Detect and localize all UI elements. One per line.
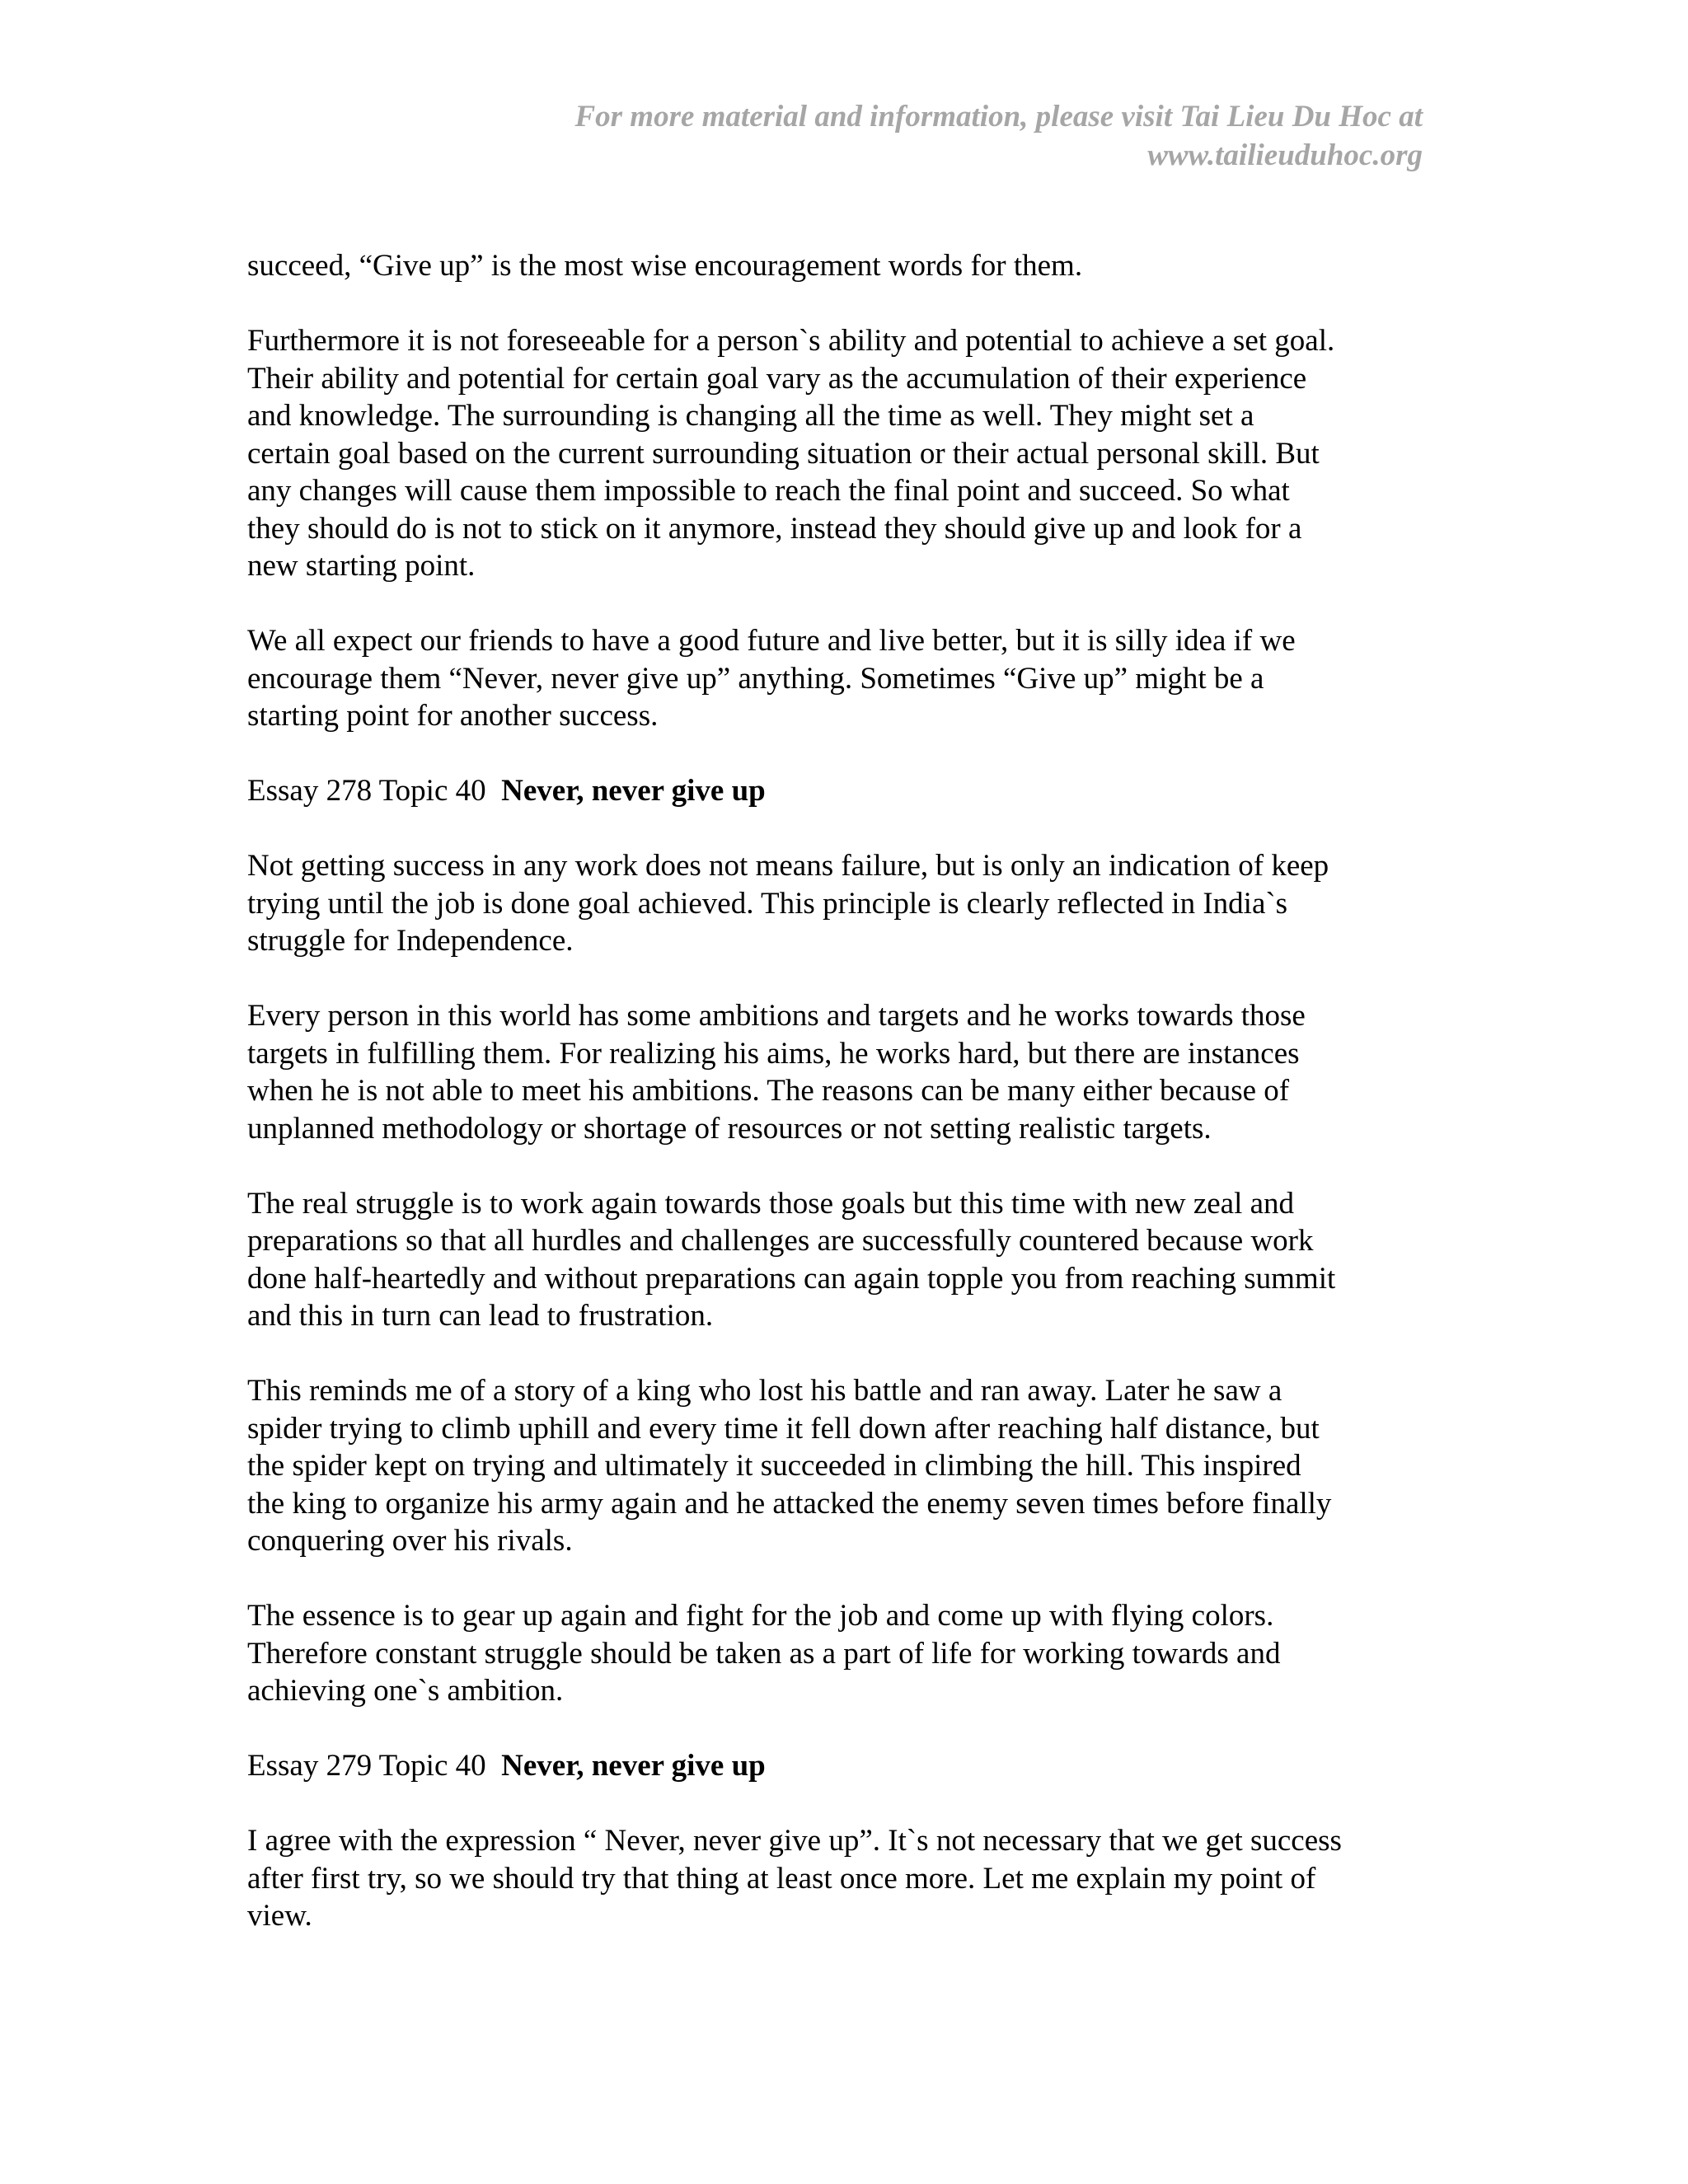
paragraph-line: the spider kept on trying and ultimately it succeeded in climbing the hill. This inspired <box>247 1449 1301 1483</box>
paragraph-line: trying until the job is done goal achieved. This principle is clearly reflected in India`s <box>247 886 1288 921</box>
paragraph-line: achieving one`s ambition. <box>247 1674 564 1708</box>
paragraph-line: encourage them “Never, never give up” anything. Sometimes “Give up” might be a <box>247 661 1264 696</box>
paragraph <box>247 847 1426 960</box>
paragraph-line: they should do is not to stick on it anymore, instead they should give up and look for a <box>247 511 1302 546</box>
paragraph <box>247 622 1426 735</box>
paragraph-line: The real struggle is to work again towards those goals but this time with new zeal and <box>247 1186 1295 1221</box>
paragraph <box>247 997 1426 1147</box>
paragraph <box>247 1822 1426 1935</box>
paragraph-line: conquering over his rivals. <box>247 1524 573 1558</box>
paragraph-line: Furthermore it is not foreseeable for a person`s ability and potential to achieve a set goal. <box>247 324 1335 358</box>
page-header <box>434 97 1423 175</box>
paragraph-line: I agree with the expression “ Never, never give up”. It`s not necessary that we get success <box>247 1824 1342 1858</box>
paragraph-line: spider trying to climb uphill and every time it fell down after reaching half distance, but <box>247 1411 1320 1446</box>
paragraph-line: starting point for another success. <box>247 699 659 733</box>
paragraph-line: after first try, so we should try that thing at least once more. Let me explain my point of <box>247 1861 1316 1896</box>
essay-heading <box>247 1747 1426 1785</box>
paragraph-line: Not getting success in any work does not means failure, but is only an indication of keep <box>247 849 1329 883</box>
paragraph-line: struggle for Independence. <box>247 924 574 958</box>
paragraph-line: unplanned methodology or shortage of resources or not setting realistic targets. <box>247 1111 1212 1146</box>
paragraph-line: certain goal based on the current surrounding situation or their actual personal skill. But <box>247 436 1320 471</box>
document-body <box>247 247 1426 1972</box>
essay-heading-label: Essay 278 Topic 40 <box>247 774 486 808</box>
paragraph-line: the king to organize his army again and he attacked the enemy seven times before finally <box>247 1486 1332 1521</box>
paragraph-line: preparations so that all hurdles and challenges are successfully countered because work <box>247 1224 1314 1258</box>
paragraph-line: any changes will cause them impossible to reach the final point and succeed. So what <box>247 474 1290 508</box>
paragraph-line: when he is not able to meet his ambitions. The reasons can be many either because of <box>247 1074 1290 1108</box>
paragraph-line: Therefore constant struggle should be taken as a part of life for working towards and <box>247 1636 1281 1671</box>
paragraph-line: This reminds me of a story of a king who lost his battle and ran away. Later he saw a <box>247 1374 1282 1408</box>
paragraph-line: We all expect our friends to have a good future and live better, but it is silly idea if we <box>247 624 1296 658</box>
essay-heading-label: Essay 279 Topic 40 <box>247 1749 486 1783</box>
paragraph-line: new starting point. <box>247 549 476 583</box>
paragraph <box>247 1372 1426 1560</box>
paragraph-line: and knowledge. The surrounding is changing all the time as well. They might set a <box>247 399 1254 433</box>
paragraph-line: done half-heartedly and without preparations can again topple you from reaching summit <box>247 1261 1336 1296</box>
paragraph-line: Their ability and potential for certain goal vary as the accumulation of their experience <box>247 361 1307 396</box>
paragraph-line: view. <box>247 1899 312 1933</box>
paragraph-line: succeed, “Give up” is the most wise encouragement words for them. <box>247 249 1083 283</box>
essay-heading <box>247 772 1426 810</box>
heading-spacer <box>486 1749 502 1783</box>
paragraph-line: Every person in this world has some ambitions and targets and he works towards those <box>247 999 1306 1033</box>
paragraph-line: targets in fulfilling them. For realizing his aims, he works hard, but there are instances <box>247 1036 1300 1071</box>
paragraph-line: The essence is to gear up again and fight for the job and come up with flying colors. <box>247 1599 1274 1633</box>
heading-spacer <box>486 774 502 808</box>
essay-heading-title: Never, never give up <box>501 1749 766 1783</box>
paragraph <box>247 1597 1426 1710</box>
paragraph <box>247 247 1426 285</box>
essay-heading-title: Never, never give up <box>501 774 766 808</box>
paragraph <box>247 322 1426 585</box>
header-line-2: www.tailieuduhoc.org <box>1147 138 1423 172</box>
paragraph-line: and this in turn can lead to frustration. <box>247 1299 714 1333</box>
header-line-1: For more material and information, please visit Tai Lieu Du Hoc at <box>574 100 1423 134</box>
paragraph <box>247 1185 1426 1335</box>
